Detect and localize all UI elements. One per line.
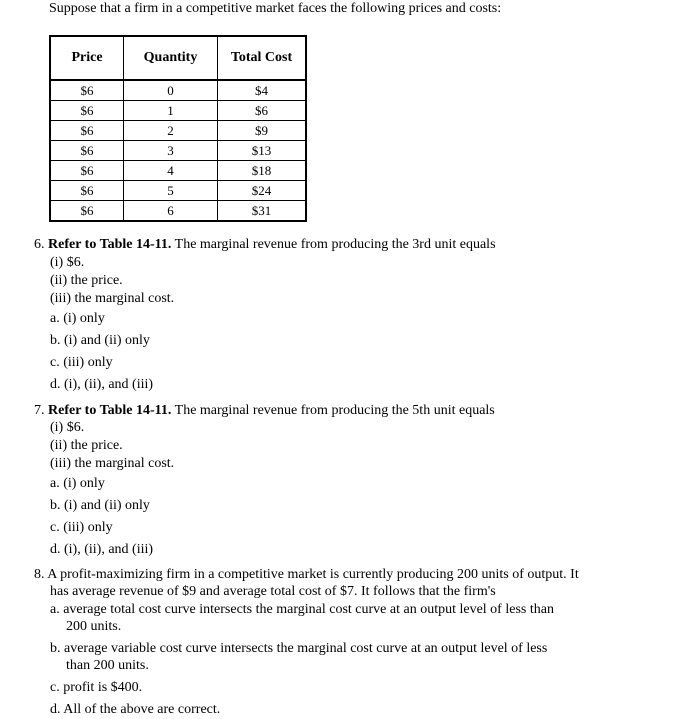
answer-option[interactable]: a. (i) only: [50, 476, 105, 491]
statement-item: (ii) the price.: [50, 438, 123, 453]
question-reference: Refer to Table 14-11.: [48, 403, 172, 418]
answer-option[interactable]: b. (i) and (ii) only: [50, 498, 150, 513]
question-stem-text: The marginal revenue from producing the 5th unit equals: [171, 403, 495, 418]
cell-quantity: 2: [124, 121, 218, 141]
cell-price: $6: [50, 121, 124, 141]
statement-item: (iii) the marginal cost.: [50, 291, 175, 306]
cell-total-cost: $24: [218, 181, 307, 201]
question-number: 8.: [34, 567, 45, 582]
answer-option[interactable]: b. average variable cost curve intersects the marginal cost curve at an output level of less: [50, 641, 548, 656]
table-header-row: [50, 36, 306, 80]
answer-option[interactable]: c. profit is $400.: [50, 680, 143, 695]
cell-quantity: 1: [124, 101, 218, 121]
answer-option[interactable]: d. (i), (ii), and (iii): [50, 542, 154, 557]
table-row: [50, 161, 306, 181]
answer-option[interactable]: c. (iii) only: [50, 355, 113, 370]
cell-price: $6: [50, 201, 124, 222]
statement-item: (i) $6.: [50, 255, 85, 270]
statement-item: (ii) the price.: [50, 273, 123, 288]
cell-price: $6: [50, 80, 124, 101]
question-number: 6.: [34, 237, 45, 252]
cell-total-cost: $4: [218, 80, 307, 101]
answer-option[interactable]: d. (i), (ii), and (iii): [50, 377, 154, 392]
cost-table: [49, 35, 307, 222]
cell-quantity: 6: [124, 201, 218, 222]
cell-total-cost: $13: [218, 141, 307, 161]
cell-price: $6: [50, 141, 124, 161]
cell-total-cost: $9: [218, 121, 307, 141]
question-stem-text: The marginal revenue from producing the 3rd unit equals: [171, 237, 496, 252]
table-row: [50, 101, 306, 121]
answer-option[interactable]: d. All of the above are correct.: [50, 702, 221, 717]
cell-quantity: 3: [124, 141, 218, 161]
answer-option[interactable]: c. (iii) only: [50, 520, 113, 535]
header-total-cost: Total Cost: [218, 36, 307, 80]
answer-option[interactable]: a. (i) only: [50, 311, 105, 326]
intro-text: Suppose that a firm in a competitive market faces the following prices and costs:: [49, 1, 502, 16]
statement-item: (i) $6.: [50, 420, 85, 435]
answer-option-continued[interactable]: 200 units.: [66, 619, 122, 634]
cell-price: $6: [50, 161, 124, 181]
table-row: [50, 141, 306, 161]
question-stem-continued: has average revenue of $9 and average total cost of $7. It follows that the firm's: [50, 584, 496, 599]
question-stem-text: A profit-maximizing firm in a competitive market is currently producing 200 units of output. It: [47, 567, 579, 582]
question-number: 7.: [34, 403, 45, 418]
statement-item: (iii) the marginal cost.: [50, 456, 175, 471]
table-row: [50, 80, 306, 101]
question-reference: Refer to Table 14-11.: [48, 237, 172, 252]
answer-option-continued[interactable]: than 200 units.: [66, 658, 149, 673]
question-stem: [34, 402, 495, 420]
header-quantity: Quantity: [124, 36, 218, 80]
table-row: [50, 201, 306, 222]
cell-total-cost: $18: [218, 161, 307, 181]
cell-total-cost: $31: [218, 201, 307, 222]
table-row: [50, 181, 306, 201]
cell-quantity: 0: [124, 80, 218, 101]
answer-option[interactable]: a. average total cost curve intersects the marginal cost curve at an output level of less than: [50, 602, 554, 617]
cell-price: $6: [50, 101, 124, 121]
cell-quantity: 4: [124, 161, 218, 181]
question-stem: [34, 236, 496, 254]
cell-total-cost: $6: [218, 101, 307, 121]
question-stem: [34, 566, 579, 584]
cell-price: $6: [50, 181, 124, 201]
table-row: [50, 121, 306, 141]
header-price: Price: [50, 36, 124, 80]
cell-quantity: 5: [124, 181, 218, 201]
answer-option[interactable]: b. (i) and (ii) only: [50, 333, 150, 348]
